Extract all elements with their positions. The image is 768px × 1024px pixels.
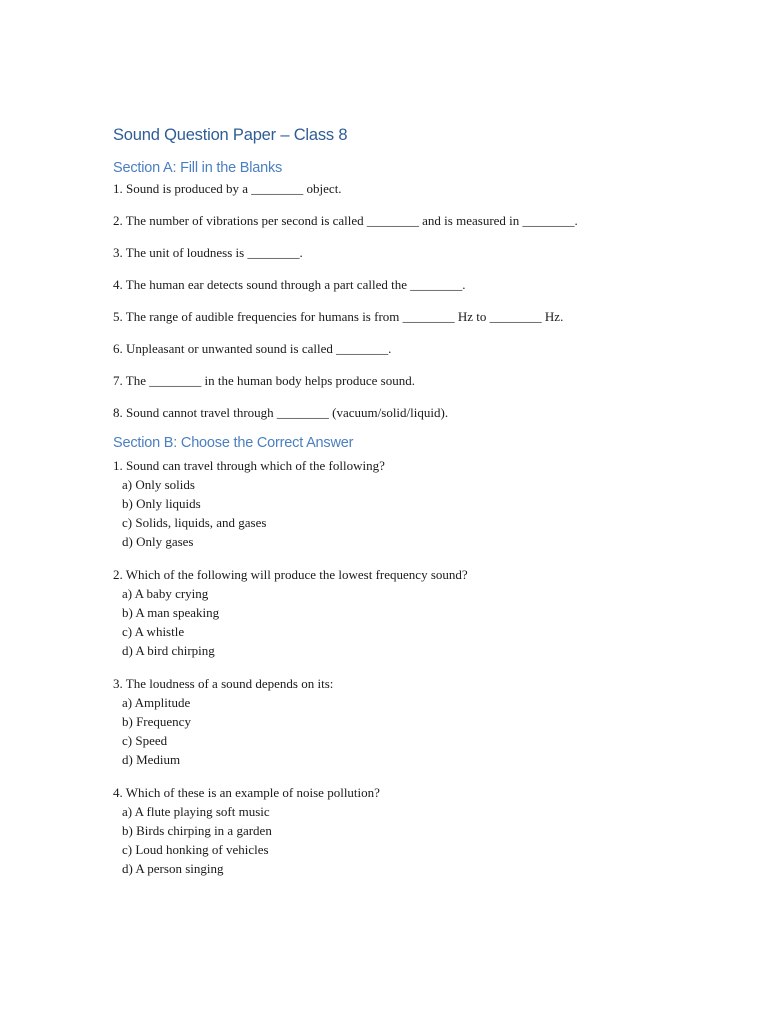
mcq-option-d: d) A person singing xyxy=(122,861,224,876)
fill-question-2: 2. The number of vibrations per second is called ________ and is measured in ________. xyxy=(113,213,578,228)
document-title: Sound Question Paper – Class 8 xyxy=(113,126,348,144)
mcq-question-text: 1. Sound can travel through which of the following? xyxy=(113,458,385,473)
fill-question-5: 5. The range of audible frequencies for humans is from ________ Hz to ________ Hz. xyxy=(113,309,564,324)
mcq-option-b: b) A man speaking xyxy=(122,605,220,620)
mcq-option-c: c) Speed xyxy=(122,733,168,748)
mcq-option-c: c) Loud honking of vehicles xyxy=(122,842,269,857)
mcq-option-d: d) Medium xyxy=(122,752,181,767)
fill-question-6: 6. Unpleasant or unwanted sound is called ________. xyxy=(113,341,392,356)
fill-question-4: 4. The human ear detects sound through a part called the ________. xyxy=(113,277,466,292)
mcq-option-a: a) Amplitude xyxy=(122,695,191,710)
mcq-option-c: c) A whistle xyxy=(122,624,185,639)
mcq-question-1 xyxy=(113,456,673,551)
mcq-option-b: b) Birds chirping in a garden xyxy=(122,823,272,838)
mcq-question-3 xyxy=(113,674,673,769)
section-b-heading: Section B: Choose the Correct Answer xyxy=(113,435,354,451)
mcq-question-text: 2. Which of the following will produce the lowest frequency sound? xyxy=(113,567,468,582)
mcq-option-a: a) A flute playing soft music xyxy=(122,804,270,819)
fill-question-1: 1. Sound is produced by a ________ object. xyxy=(113,181,342,196)
mcq-option-d: d) A bird chirping xyxy=(122,643,215,658)
section-a-heading: Section A: Fill in the Blanks xyxy=(113,160,283,176)
mcq-question-text: 3. The loudness of a sound depends on its: xyxy=(113,676,334,691)
fill-question-3: 3. The unit of loudness is ________. xyxy=(113,245,303,260)
mcq-option-b: b) Only liquids xyxy=(122,496,201,511)
fill-in-blanks-list xyxy=(113,181,673,421)
mcq-option-c: c) Solids, liquids, and gases xyxy=(122,515,267,530)
document-content xyxy=(113,124,673,892)
mcq-question-2 xyxy=(113,565,673,660)
mcq-option-a: a) A baby crying xyxy=(122,586,209,601)
mcq-question-4 xyxy=(113,783,673,878)
mcq-option-a: a) Only solids xyxy=(122,477,195,492)
mcq-option-b: b) Frequency xyxy=(122,714,191,729)
mcq-option-d: d) Only gases xyxy=(122,534,194,549)
mcq-question-text: 4. Which of these is an example of noise pollution? xyxy=(113,785,380,800)
fill-question-8: 8. Sound cannot travel through ________ (vacuum/solid/liquid). xyxy=(113,405,449,420)
fill-question-7: 7. The ________ in the human body helps produce sound. xyxy=(113,373,415,388)
